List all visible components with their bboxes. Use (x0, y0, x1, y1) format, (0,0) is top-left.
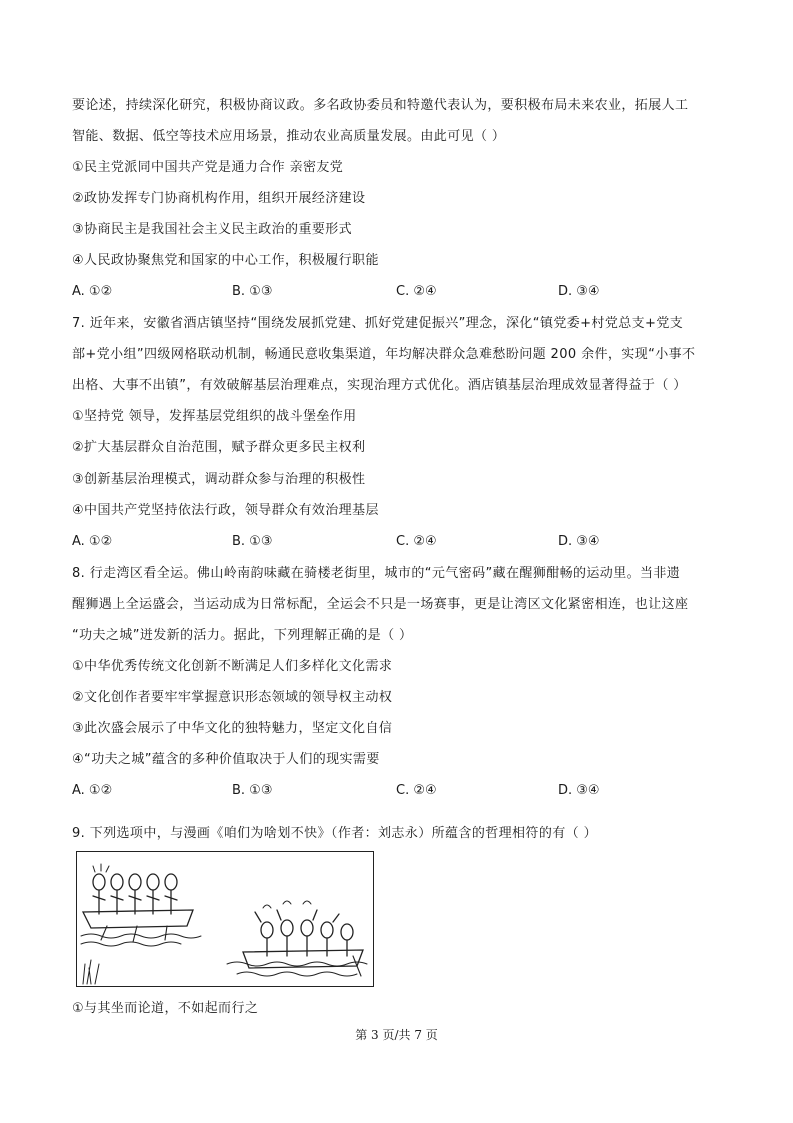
q8-option-c[interactable]: C. ②④ (396, 783, 437, 798)
q6-option-d[interactable]: D. ③④ (558, 284, 600, 299)
q8-option-d[interactable]: D. ③④ (558, 783, 600, 798)
left-crew-figures (93, 864, 177, 914)
q8-stem-line-2: 醒狮遇上全运盛会，当运动成为日常标配，全运会不只是一场赛事，更是让湾区文化紧密相连，也让这座 (72, 597, 689, 612)
q7-stem-line-1: 7. 近年来，安徽省酒店镇坚持“围绕发展抓党建、抓好党建促振兴”理念，深化“镇党委+村党总支+党支 (72, 316, 684, 331)
q6-choice-3: ③协商民主是我国社会主义民主政治的重要形式 (72, 222, 353, 237)
q6-option-c[interactable]: C. ②④ (396, 284, 437, 299)
q7-option-c[interactable]: C. ②④ (396, 534, 437, 549)
q6-option-a[interactable]: A. ①② (72, 284, 113, 299)
page-footer: 第 3 页/共 7 页 (355, 1028, 438, 1042)
q8-choice-4: ④“功夫之城”蕴含的多种价值取决于人们的现实需要 (72, 752, 380, 767)
right-crew-figures (255, 901, 353, 956)
q6-stem-line-2: 智能、数据、低空等技术应用场景，推动农业高质量发展。由此可见（ ） (72, 129, 506, 144)
q6-stem-line-1: 要论述，持续深化研究，积极协商议政。多名政协委员和特邀代表认为，要积极布局未来农业，拓展人工 (72, 98, 689, 113)
q8-stem-line-3: “功夫之城”迸发新的活力。据此，下列理解正确的是（ ） (72, 628, 413, 643)
q7-option-b[interactable]: B. ①③ (232, 534, 273, 549)
q7-stem-line-3: 出格、大事不出镇”，有效破解基层治理难点，实现治理方式优化。酒店镇基层治理成效显著得益于（ ） (72, 378, 687, 393)
q7-options (72, 534, 732, 552)
q8-choice-2: ②文化创作者要牢牢掌握意识形态领域的领导权主动权 (72, 690, 393, 705)
q6-choice-1: ①民主党派同中国共产党是通力合作 亲密友党 (72, 160, 344, 175)
q7-choice-1: ①坚持党 领导，发挥基层党组织的战斗堡垒作用 (72, 409, 357, 424)
q9-stem-line-1: 9. 下列选项中，与漫画《咱们为啥划不快》（作者：刘志永）所蕴含的哲理相符的有（ ） (72, 826, 597, 841)
cartoon-image (76, 851, 374, 987)
q8-stem-line-1: 8. 行走湾区看全运。佛山岭南韵味藏在骑楼老街里，城市的“元气密码”藏在醒狮酣畅的运动里。当非遗 (72, 566, 681, 581)
rowing-boats-cartoon (77, 852, 372, 985)
q8-option-a[interactable]: A. ①② (72, 783, 113, 798)
q8-choice-3: ③此次盛会展示了中华文化的独特魅力，坚定文化自信 (72, 721, 393, 736)
q7-option-a[interactable]: A. ①② (72, 534, 113, 549)
q7-option-d[interactable]: D. ③④ (558, 534, 600, 549)
q8-option-b[interactable]: B. ①③ (232, 783, 273, 798)
q7-choice-4: ④中国共产党坚持依法行政，领导群众有效治理基层 (72, 503, 379, 518)
q6-option-b[interactable]: B. ①③ (232, 284, 273, 299)
q8-options (72, 783, 732, 801)
q7-choice-3: ③创新基层治理模式，调动群众参与治理的积极性 (72, 472, 366, 487)
q8-choice-1: ①中华优秀传统文化创新不断满足人们多样化文化需求 (72, 659, 393, 674)
q6-choice-2: ②政协发挥专门协商机构作用，组织开展经济建设 (72, 191, 366, 206)
q7-stem-line-2: 部+党小组”四级网格联动机制，畅通民意收集渠道，年均解决群众急难愁盼问题 200 余件，实现“小事不 (72, 347, 696, 362)
q9-choice-1: ①与其坐而论道，不如起而行之 (72, 1001, 259, 1016)
q6-choice-4: ④人民政协聚焦党和国家的中心工作，积极履行职能 (72, 253, 379, 268)
q6-options (72, 284, 732, 302)
q7-choice-2: ②扩大基层群众自治范围，赋予群众更多民主权利 (72, 440, 366, 455)
grass-tuft (83, 960, 99, 984)
